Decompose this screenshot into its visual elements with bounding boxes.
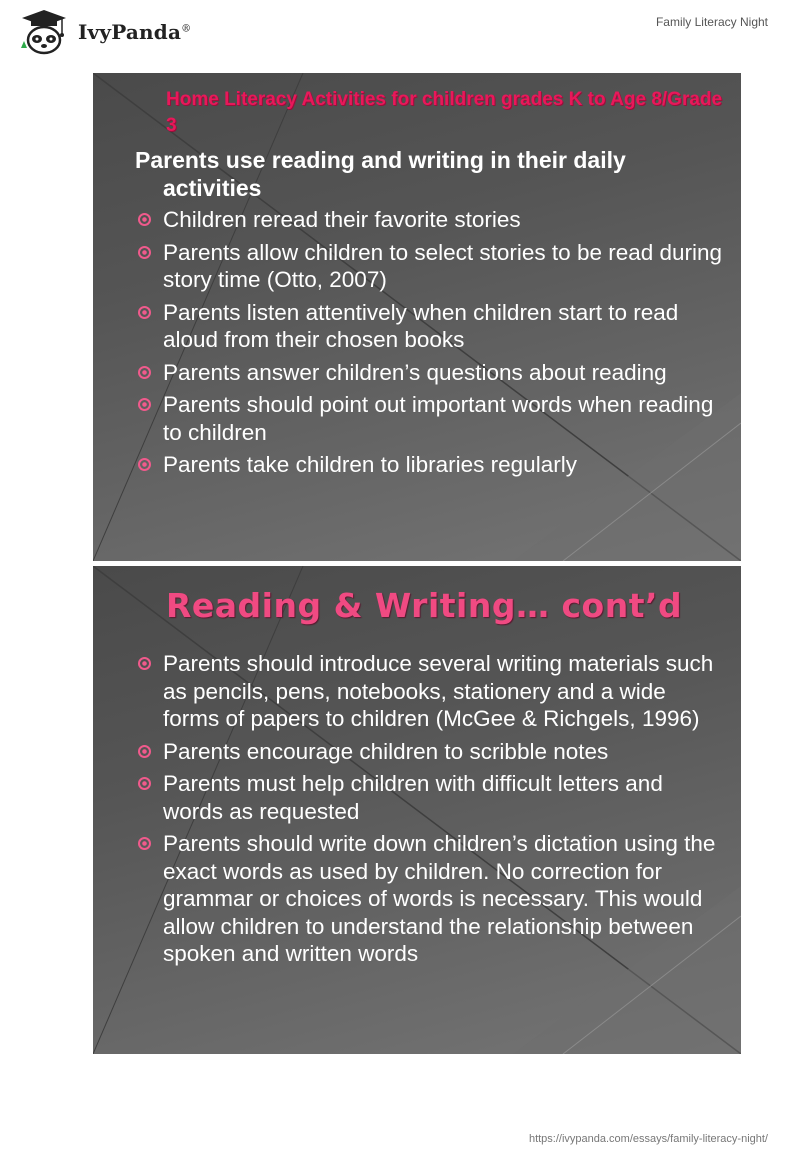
list-item: Parents allow children to select stories to be read during story time (Otto, 2007) <box>135 239 725 294</box>
list-item: Parents must help children with difficult letters and words as requested <box>135 770 725 825</box>
document-title: Family Literacy Night <box>655 15 768 29</box>
lead-statement: Parents use reading and writing in their daily activities <box>135 147 626 201</box>
list-item: Parents should write down children’s dictation using the exact words as used by children. No correction for grammar or choices of words is necessary. This would allow children to understand the relationship between spoken and written words <box>135 830 725 968</box>
bullet-icon <box>138 657 151 670</box>
bullet-icon <box>138 366 151 379</box>
bullet-list <box>135 650 725 968</box>
list-item: Parents take children to libraries regularly <box>135 451 725 479</box>
list-item: Parents should point out important words when reading to children <box>135 391 725 446</box>
source-link[interactable]: https://ivypanda.com/essays/family-literacy-night/ <box>528 1133 768 1145</box>
bullet-icon <box>138 777 151 790</box>
brand-name: IvyPanda® <box>78 20 192 44</box>
slide-title: Reading & Writing… cont’d <box>166 586 683 625</box>
bullet-icon <box>138 213 151 226</box>
page-header <box>0 0 800 60</box>
slide-home-literacy <box>93 73 741 561</box>
list-item: Parents encourage children to scribble notes <box>135 738 725 766</box>
bullet-icon <box>138 306 151 319</box>
bullet-icon <box>138 398 151 411</box>
slide-title: Home Literacy Activities for children grades K to Age 8/Grade 3 <box>166 89 723 136</box>
bullet-icon <box>138 837 151 850</box>
slide-content <box>135 650 725 973</box>
slide-reading-writing <box>93 566 741 1054</box>
bullet-icon <box>138 458 151 471</box>
brand-logo[interactable] <box>14 8 191 56</box>
bullet-icon <box>138 745 151 758</box>
list-item: Parents answer children’s questions about reading <box>135 359 725 387</box>
list-item: Parents should introduce several writing materials such as pencils, pens, notebooks, stationery and a wide forms of papers to children (McGee & Richgels, 1996) <box>135 650 725 733</box>
slide-content <box>135 147 725 484</box>
list-item: Parents listen attentively when children start to read aloud from their chosen books <box>135 299 725 354</box>
list-item: Children reread their favorite stories <box>135 206 725 234</box>
panda-graduate-icon <box>14 8 74 56</box>
bullet-list <box>135 206 725 479</box>
bullet-icon <box>138 246 151 259</box>
